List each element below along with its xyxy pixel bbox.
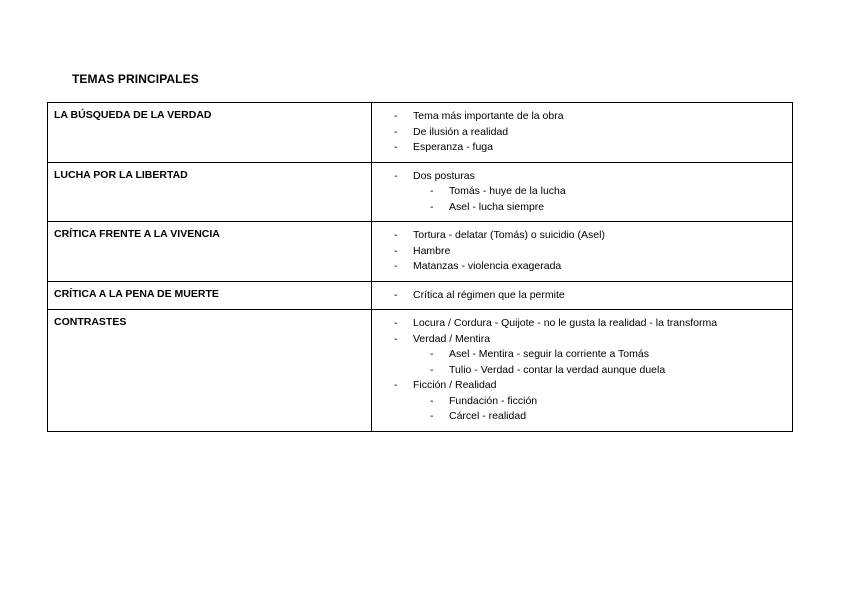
theme-cell: LA BÚSQUEDA DE LA VERDAD bbox=[48, 103, 372, 163]
table-row bbox=[48, 222, 793, 282]
details-cell bbox=[372, 162, 793, 222]
list-item: - Esperanza - fuga bbox=[394, 140, 786, 156]
table-row bbox=[48, 103, 793, 163]
theme-cell: LUCHA POR LA LIBERTAD bbox=[48, 162, 372, 222]
list-item: - Dos posturas bbox=[394, 169, 786, 185]
sub-list-item: - Tomás - huye de la lucha bbox=[394, 184, 786, 200]
themes-table bbox=[47, 102, 793, 432]
themes-table-body bbox=[48, 103, 793, 432]
details-list bbox=[394, 109, 786, 156]
details-list bbox=[394, 288, 786, 304]
sub-list-item: - Fundación - ficción bbox=[394, 394, 786, 410]
list-item: - Ficción / Realidad bbox=[394, 378, 786, 394]
sub-list-item: - Cárcel - realidad bbox=[394, 409, 786, 425]
list-item: - Verdad / Mentira bbox=[394, 332, 786, 348]
table-row bbox=[48, 281, 793, 310]
list-item: - Hambre bbox=[394, 244, 786, 260]
list-item: - De ilusión a realidad bbox=[394, 125, 786, 141]
list-item: - Tema más importante de la obra bbox=[394, 109, 786, 125]
theme-cell: CRÍTICA FRENTE A LA VIVENCIA bbox=[48, 222, 372, 282]
list-item: - Locura / Cordura - Quijote - no le gusta la realidad - la transforma bbox=[394, 316, 786, 332]
theme-cell: CONTRASTES bbox=[48, 310, 372, 432]
details-cell bbox=[372, 281, 793, 310]
details-list bbox=[394, 228, 786, 275]
details-cell bbox=[372, 222, 793, 282]
list-item: - Tortura - delatar (Tomás) o suicidio (Asel) bbox=[394, 228, 786, 244]
page-title: TEMAS PRINCIPALES bbox=[72, 72, 199, 86]
table-row bbox=[48, 162, 793, 222]
theme-cell: CRÍTICA A LA PENA DE MUERTE bbox=[48, 281, 372, 310]
sub-list-item: - Tulio - Verdad - contar la verdad aunque duela bbox=[394, 363, 786, 379]
list-item: - Crítica al régimen que la permite bbox=[394, 288, 786, 304]
sub-list-item: - Asel - lucha siempre bbox=[394, 200, 786, 216]
table-row bbox=[48, 310, 793, 432]
details-list bbox=[394, 169, 786, 216]
details-cell bbox=[372, 103, 793, 163]
list-item: - Matanzas - violencia exagerada bbox=[394, 259, 786, 275]
details-list bbox=[394, 316, 786, 425]
details-cell bbox=[372, 310, 793, 432]
sub-list-item: - Asel - Mentira - seguir la corriente a Tomás bbox=[394, 347, 786, 363]
